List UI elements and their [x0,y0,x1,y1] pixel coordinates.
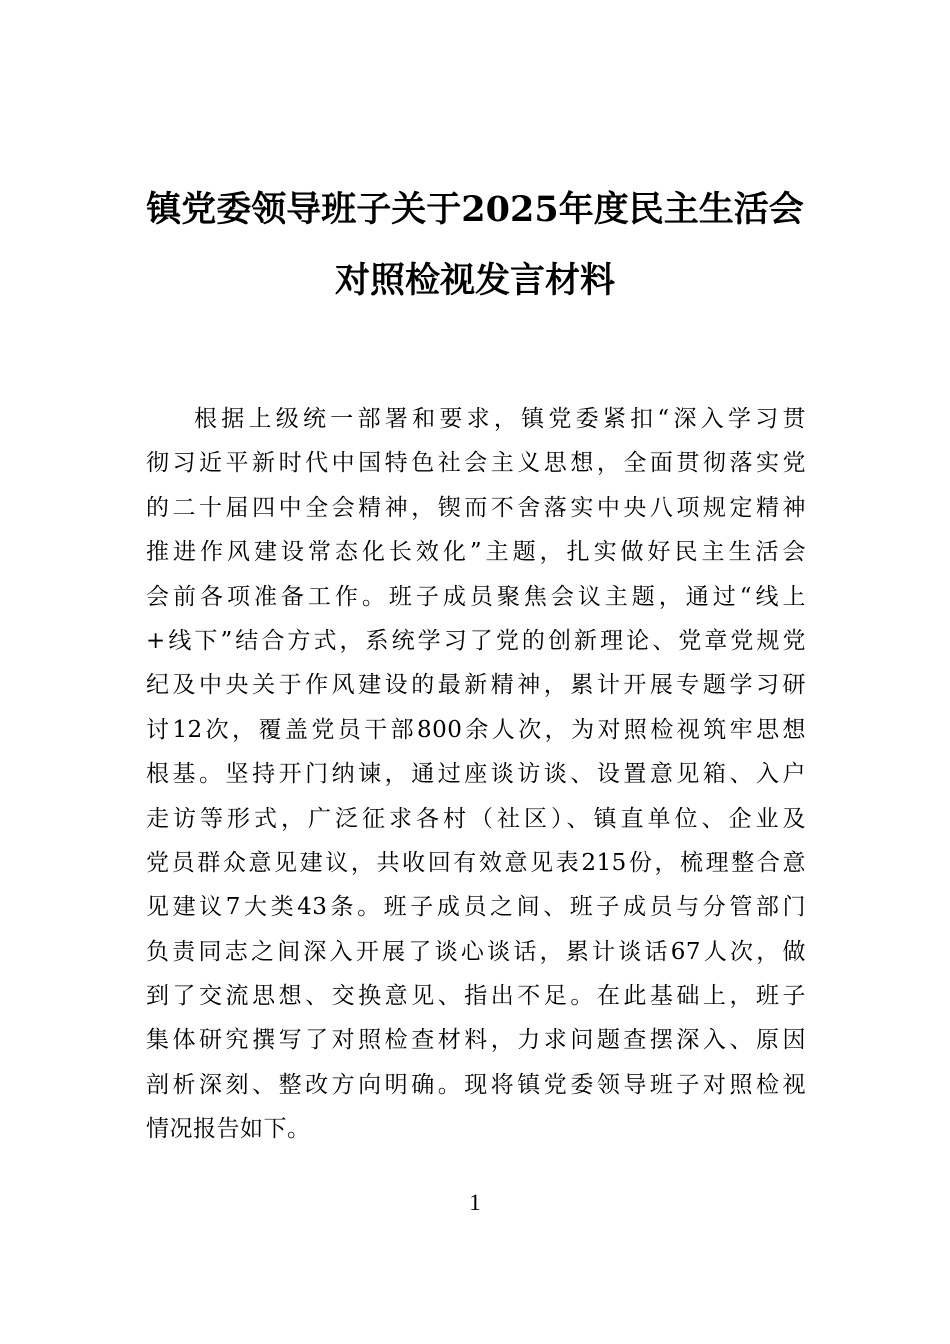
body-line: 集体研究撰写了对照检查材料，力求问题查摆深入、原因 [146,1027,806,1054]
body-line: 纪及中央关于作风建设的最新精神，累计开展专题学习研 [146,672,806,699]
body-line: 走访等形式，广泛征求各村（社区）、镇直单位、企业及 [146,805,806,832]
document-title [0,190,950,301]
body-line: +线下”结合方式，系统学习了党的创新理论、党章党规党 [146,627,806,654]
body-line: 负责同志之间深入开展了谈心谈话，累计谈话67人次，做 [146,938,806,965]
body-line: 根基。坚持开门纳谏，通过座谈访谈、设置意见箱、入户 [146,761,806,788]
body-paragraph [146,397,806,1152]
body-line: 的二十届四中全会精神，锲而不舍落实中央八项规定精神 [146,494,806,521]
body-line: 党员群众意见建议，共收回有效意见表215份，梳理整合意 [146,849,806,876]
body-line: 彻习近平新时代中国特色社会主义思想，全面贯彻落实党 [146,450,806,477]
title-line-2: 对照检视发言材料 [334,260,615,301]
page-number: 1 [469,1190,481,1215]
body-line: 会前各项准备工作。班子成员聚焦会议主题，通过“线上 [146,583,806,610]
body-line: 到了交流思想、交换意见、指出不足。在此基础上，班子 [146,983,806,1010]
body-line: 根据上级统一部署和要求，镇党委紧扣“深入学习贯 [194,406,806,432]
body-line: 推进作风建设常态化长效化”主题，扎实做好民主生活会 [146,539,806,566]
body-line: 剖析深刻、整改方向明确。现将镇党委领导班子对照检视 [146,1071,806,1098]
body-line: 讨12次，覆盖党员干部800余人次，为对照检视筑牢思想 [146,716,806,743]
body-line: 情况报告如下。 [146,1116,311,1143]
title-line-1: 镇党委领导班子关于2025年度民主生活会 [146,189,804,230]
body-line: 见建议7大类43条。班子成员之间、班子成员与分管部门 [146,894,806,921]
